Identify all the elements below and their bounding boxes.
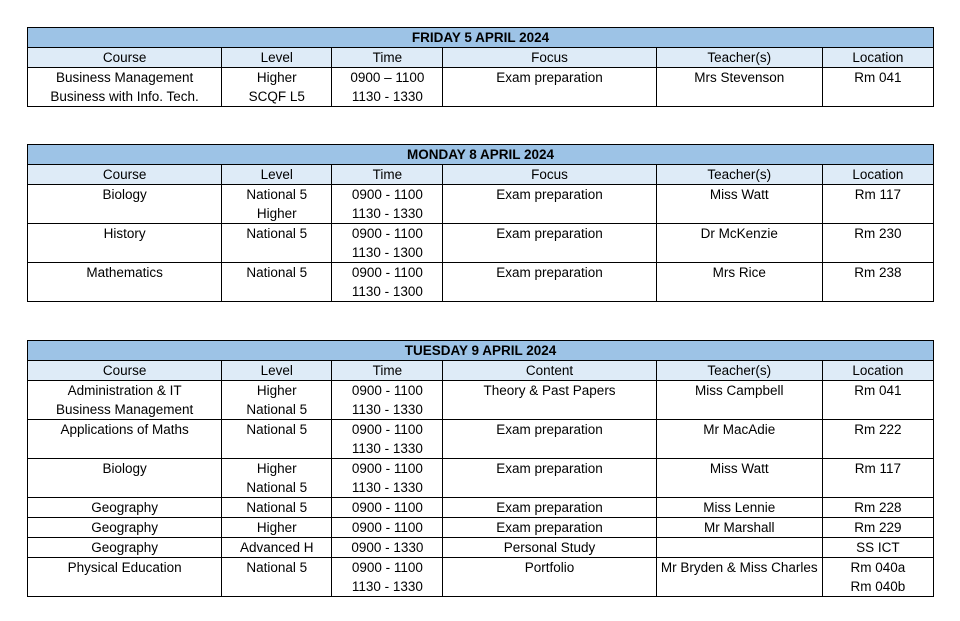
column-header-level: Level bbox=[222, 48, 332, 68]
time-text: 0900 - 1100 bbox=[351, 187, 423, 202]
location-cell bbox=[822, 558, 933, 597]
focus-text: Exam preparation bbox=[496, 226, 603, 241]
location-cell bbox=[822, 459, 933, 498]
time-text: 0900 – 1100 bbox=[350, 70, 425, 85]
column-header-course: Course bbox=[28, 165, 222, 185]
level-cell bbox=[222, 263, 332, 302]
time-cell bbox=[332, 459, 443, 498]
focus-cell bbox=[443, 185, 656, 224]
course-text: Mathematics bbox=[86, 265, 163, 280]
time-cell bbox=[332, 518, 443, 538]
teacher-text: Mr MacAdie bbox=[703, 422, 776, 437]
level-cell bbox=[222, 498, 332, 518]
table-row bbox=[28, 558, 934, 597]
teacher-text: Mrs Rice bbox=[712, 265, 766, 280]
time-text: 1130 - 1300 bbox=[351, 245, 423, 260]
location-text: Rm 117 bbox=[854, 187, 902, 202]
course-cell bbox=[28, 68, 222, 107]
teacher-cell bbox=[656, 518, 822, 538]
table-title-row bbox=[28, 145, 934, 165]
time-cell bbox=[332, 558, 443, 597]
teacher-text bbox=[659, 538, 820, 557]
column-header-level: Level bbox=[222, 361, 332, 381]
teacher-text: Dr McKenzie bbox=[700, 226, 778, 241]
course-cell bbox=[28, 263, 222, 302]
focus-text: Exam preparation bbox=[496, 500, 603, 515]
course-text: Geography bbox=[91, 520, 158, 535]
time-text: 1130 - 1330 bbox=[351, 206, 423, 221]
column-header-course: Course bbox=[28, 361, 222, 381]
column-header-time: Time bbox=[332, 48, 443, 68]
location-text: Rm 041 bbox=[854, 383, 902, 398]
column-header-location: Location bbox=[822, 361, 933, 381]
location-text: SS ICT bbox=[856, 540, 900, 555]
column-header-time: Time bbox=[332, 165, 443, 185]
location-text: Rm 040b bbox=[850, 579, 906, 594]
course-text: Administration & IT bbox=[67, 383, 182, 398]
level-cell bbox=[222, 518, 332, 538]
level-text: Higher bbox=[256, 383, 297, 398]
day-title: TUESDAY 9 APRIL 2024 bbox=[28, 341, 934, 361]
level-text: National 5 bbox=[246, 226, 308, 241]
teacher-cell bbox=[656, 420, 822, 459]
column-header-course: Course bbox=[28, 48, 222, 68]
level-text: National 5 bbox=[246, 422, 308, 437]
level-cell bbox=[222, 459, 332, 498]
column-header-teacher: Teacher(s) bbox=[656, 165, 822, 185]
time-cell bbox=[332, 263, 443, 302]
course-text: Biology bbox=[102, 461, 147, 476]
focus-cell bbox=[443, 224, 656, 263]
level-cell bbox=[222, 185, 332, 224]
time-text: 1130 - 1330 bbox=[351, 480, 423, 495]
location-cell bbox=[822, 518, 933, 538]
location-cell bbox=[822, 263, 933, 302]
location-cell bbox=[822, 68, 933, 107]
focus-text: Theory & Past Papers bbox=[483, 383, 616, 398]
time-text: 0900 - 1100 bbox=[351, 500, 423, 515]
time-text: 0900 - 1100 bbox=[351, 520, 423, 535]
course-cell bbox=[28, 498, 222, 518]
table-row bbox=[28, 538, 934, 558]
teacher-cell bbox=[656, 68, 822, 107]
focus-text: Exam preparation bbox=[496, 70, 603, 85]
focus-text: Exam preparation bbox=[496, 422, 603, 437]
column-header-focus: Focus bbox=[443, 48, 656, 68]
focus-text: Exam preparation bbox=[496, 187, 603, 202]
teacher-cell bbox=[656, 381, 822, 420]
course-cell bbox=[28, 185, 222, 224]
location-text: Rm 222 bbox=[854, 422, 902, 437]
location-text: Rm 229 bbox=[854, 520, 902, 535]
location-text: Rm 230 bbox=[854, 226, 902, 241]
time-cell bbox=[332, 185, 443, 224]
time-cell bbox=[332, 498, 443, 518]
focus-cell bbox=[443, 558, 656, 597]
course-text: Geography bbox=[91, 500, 158, 515]
course-text: Business with Info. Tech. bbox=[50, 89, 199, 104]
level-text: National 5 bbox=[246, 187, 308, 202]
time-text: 1130 - 1330 bbox=[351, 579, 423, 594]
course-text: History bbox=[103, 226, 146, 241]
friday-timetable bbox=[27, 27, 934, 107]
table-row bbox=[28, 381, 934, 420]
column-header-focus: Content bbox=[443, 361, 656, 381]
time-cell bbox=[332, 68, 443, 107]
level-text: National 5 bbox=[246, 560, 308, 575]
location-cell bbox=[822, 538, 933, 558]
teacher-cell bbox=[656, 538, 822, 558]
location-cell bbox=[822, 185, 933, 224]
column-header-row bbox=[28, 48, 934, 68]
teacher-text: Miss Watt bbox=[709, 187, 769, 202]
focus-cell bbox=[443, 538, 656, 558]
location-cell bbox=[822, 381, 933, 420]
level-text: Higher bbox=[256, 461, 297, 476]
focus-text: Exam preparation bbox=[496, 520, 603, 535]
level-text: National 5 bbox=[246, 265, 308, 280]
course-text: Business Management bbox=[55, 70, 194, 85]
table-title-row bbox=[28, 341, 934, 361]
focus-text: Exam preparation bbox=[496, 265, 603, 280]
focus-text: Portfolio bbox=[524, 560, 575, 575]
table-title-row bbox=[28, 28, 934, 48]
course-cell bbox=[28, 459, 222, 498]
time-text: 0900 - 1100 bbox=[351, 265, 423, 280]
time-cell bbox=[332, 381, 443, 420]
table-row bbox=[28, 263, 934, 302]
location-cell bbox=[822, 224, 933, 263]
focus-cell bbox=[443, 420, 656, 459]
time-cell bbox=[332, 538, 443, 558]
location-cell bbox=[822, 498, 933, 518]
teacher-cell bbox=[656, 224, 822, 263]
level-cell bbox=[222, 538, 332, 558]
time-text: 1130 - 1330 bbox=[351, 89, 423, 104]
course-cell bbox=[28, 558, 222, 597]
level-text: Higher bbox=[256, 520, 297, 535]
teacher-cell bbox=[656, 558, 822, 597]
column-header-row bbox=[28, 361, 934, 381]
teacher-text: Miss Watt bbox=[709, 461, 769, 476]
focus-cell bbox=[443, 498, 656, 518]
level-text: Higher bbox=[256, 70, 297, 85]
day-title: FRIDAY 5 APRIL 2024 bbox=[28, 28, 934, 48]
level-text: Higher bbox=[256, 206, 297, 221]
teacher-text: Mr Marshall bbox=[703, 520, 775, 535]
teacher-cell bbox=[656, 263, 822, 302]
level-cell bbox=[222, 381, 332, 420]
level-text: National 5 bbox=[246, 480, 308, 495]
level-text: Advanced H bbox=[239, 540, 314, 555]
teacher-cell bbox=[656, 498, 822, 518]
course-cell bbox=[28, 518, 222, 538]
focus-text: Personal Study bbox=[503, 540, 596, 555]
focus-cell bbox=[443, 381, 656, 420]
time-text: 1130 - 1300 bbox=[351, 284, 423, 299]
teacher-cell bbox=[656, 459, 822, 498]
course-text: Applications of Maths bbox=[60, 422, 189, 437]
table-row bbox=[28, 68, 934, 107]
column-header-level: Level bbox=[222, 165, 332, 185]
time-text: 0900 - 1100 bbox=[351, 383, 423, 398]
location-text: Rm 228 bbox=[854, 500, 902, 515]
teacher-cell bbox=[656, 185, 822, 224]
focus-cell bbox=[443, 68, 656, 107]
column-header-location: Location bbox=[822, 48, 933, 68]
time-text: 0900 - 1100 bbox=[351, 560, 423, 575]
table-row bbox=[28, 459, 934, 498]
teacher-text: Miss Lennie bbox=[703, 500, 776, 515]
level-text: SCQF L5 bbox=[248, 89, 305, 104]
focus-text: Exam preparation bbox=[496, 461, 603, 476]
time-text: 1130 - 1330 bbox=[351, 402, 423, 417]
day-title: MONDAY 8 APRIL 2024 bbox=[28, 145, 934, 165]
location-cell bbox=[822, 420, 933, 459]
location-text: Rm 040a bbox=[850, 560, 906, 575]
column-header-location: Location bbox=[822, 165, 933, 185]
level-cell bbox=[222, 558, 332, 597]
column-header-teacher: Teacher(s) bbox=[656, 48, 822, 68]
level-text: National 5 bbox=[246, 500, 308, 515]
teacher-text: Mr Bryden & Miss Charles bbox=[660, 560, 818, 575]
course-cell bbox=[28, 224, 222, 263]
focus-cell bbox=[443, 263, 656, 302]
teacher-text: Mrs Stevenson bbox=[694, 70, 785, 85]
column-header-focus: Focus bbox=[443, 165, 656, 185]
column-header-time: Time bbox=[332, 361, 443, 381]
level-cell bbox=[222, 420, 332, 459]
location-text: Rm 238 bbox=[854, 265, 902, 280]
column-header-teacher: Teacher(s) bbox=[656, 361, 822, 381]
time-text: 0900 - 1100 bbox=[351, 226, 423, 241]
teacher-text: Miss Campbell bbox=[694, 383, 784, 398]
time-text: 0900 - 1100 bbox=[351, 461, 423, 476]
course-text: Physical Education bbox=[67, 560, 182, 575]
focus-cell bbox=[443, 459, 656, 498]
course-text: Business Management bbox=[55, 402, 194, 417]
table-row bbox=[28, 420, 934, 459]
course-text: Biology bbox=[102, 187, 147, 202]
table-row bbox=[28, 224, 934, 263]
course-text: Geography bbox=[91, 540, 158, 555]
table-row bbox=[28, 498, 934, 518]
course-cell bbox=[28, 538, 222, 558]
level-cell bbox=[222, 68, 332, 107]
monday-timetable bbox=[27, 144, 934, 302]
time-cell bbox=[332, 224, 443, 263]
table-row bbox=[28, 185, 934, 224]
course-cell bbox=[28, 381, 222, 420]
time-text: 1130 - 1330 bbox=[351, 441, 423, 456]
time-cell bbox=[332, 420, 443, 459]
course-cell bbox=[28, 420, 222, 459]
focus-cell bbox=[443, 518, 656, 538]
time-text: 0900 - 1100 bbox=[351, 422, 423, 437]
level-text: National 5 bbox=[246, 402, 308, 417]
location-text: Rm 117 bbox=[854, 461, 902, 476]
column-header-row bbox=[28, 165, 934, 185]
table-row bbox=[28, 518, 934, 538]
time-text: 0900 - 1330 bbox=[351, 540, 424, 555]
location-text: Rm 041 bbox=[854, 70, 902, 85]
level-cell bbox=[222, 224, 332, 263]
tuesday-timetable bbox=[27, 340, 934, 597]
